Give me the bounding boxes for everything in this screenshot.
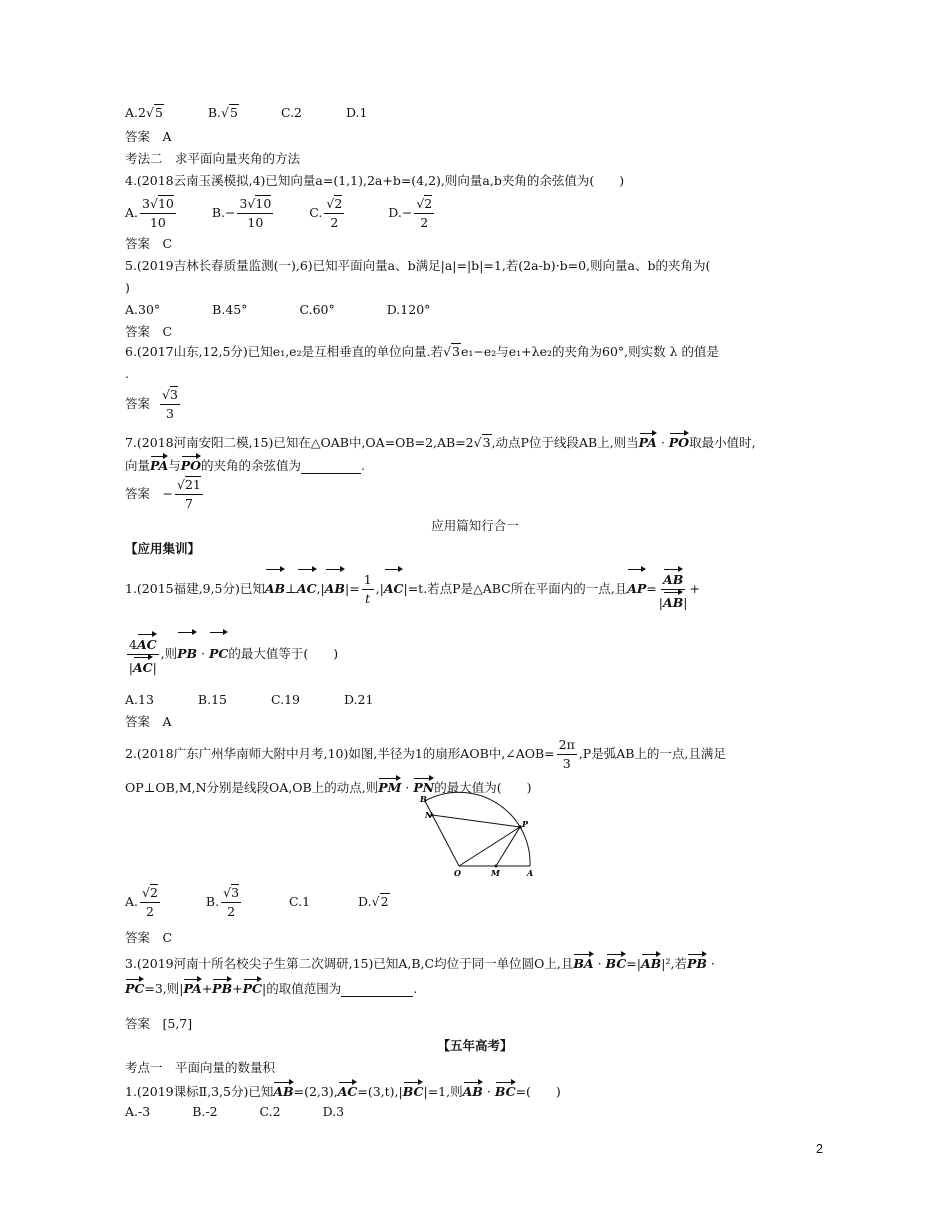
- apply-question-3: 3.(2019河南十所名校尖子生第二次调研,15)已知A,B,C均位于同一单位圆O上,且BA · BC=|AB|²,若PB ·: [125, 952, 715, 972]
- answer-4: 答案 C: [125, 236, 173, 251]
- answer-5: 答案 C: [125, 324, 173, 339]
- segment-op: [459, 827, 520, 866]
- q3-options: A.2√5 B.√5 C.2 D.1: [125, 105, 368, 120]
- answer-3: 答案 A: [125, 129, 172, 144]
- sector-figure: [410, 790, 550, 880]
- q4-options: A. $\frac{3√10}{10}$ B.− $\frac{3√10}{10}$ C. $\frac{√2}{2}$ D.− $\frac{√2}{2}$: [125, 196, 433, 230]
- section-title: 应用篇知行合一: [431, 518, 519, 533]
- apply-answer-1: 答案 A: [125, 714, 172, 729]
- question-6-cont: .: [125, 366, 129, 381]
- label-a: A: [527, 868, 534, 878]
- question-7: 7.(2018河南安阳二模,15)已知在△OAB中,OA=OB=2,AB=2√3,动点P位于线段AB上,则当PA · PO取最小值时,: [125, 431, 756, 451]
- segment-pn: [432, 815, 520, 827]
- sqrt-5: √5: [145, 105, 163, 120]
- apply-question-2-cont: OP⊥OB,M,N分别是线段OA,OB上的动点,则PM · PN的最大值为( ): [125, 776, 531, 796]
- answer-7: 答案 − $\frac{√21}{7}$: [125, 477, 201, 511]
- q5-options: A.30° B.45° C.60° D.120°: [125, 302, 431, 317]
- question-4: 4.(2018云南玉溪模拟,4)已知向量a=(1,1),2a+b=(4,2),则向量a,b夹角的余弦值为( ): [125, 173, 625, 188]
- apply-question-3-cont: PC=3,则|PA+PB+PC|的取值范围为 .: [125, 977, 417, 997]
- question-5: 5.(2019吉林长春质量监测(一),6)已知平面向量a、b满足|a|=|b|=1,若(2a-b)·b=0,则向量a、b的夹角为(: [125, 258, 711, 273]
- label-m: M: [491, 868, 500, 878]
- apply-q2-options: A. $\frac{√2}{2}$ B. $\frac{√3}{2}$ C.1 D.√2: [125, 885, 389, 919]
- option-b: B.: [207, 105, 222, 120]
- page-number: 2: [816, 1142, 823, 1156]
- question-5-cont: ): [125, 280, 130, 295]
- label-p: P: [522, 819, 529, 829]
- label-o: O: [454, 868, 461, 878]
- point-1-heading: 考点一 平面向量的数量积: [125, 1060, 276, 1075]
- apply-question-2: 2.(2018广东广州华南师大附中月考,10)如图,半径为1的扇形AOB中,∠AOB= $\frac{2\pi}{3}$ ,P是弧AB上的一点,且满足: [125, 737, 726, 771]
- five-question-1: 1.(2019课标Ⅱ,3,5分)已知AB=(2,3),AC=(3,t),|BC|=1,则AB · BC=( ): [125, 1080, 561, 1100]
- question-6: 6.(2017山东,12,5分)已知e₁,e₂是互相垂直的单位向量.若√3e₁−e₂与e₁+λe₂的夹角为60°,则实数 λ 的值是: [125, 344, 719, 359]
- five-q1-options: A.-3 B.-2 C.2 D.3: [125, 1104, 345, 1119]
- label-n: N: [425, 810, 433, 820]
- apply-heading: 【应用集训】: [125, 541, 201, 556]
- apply-answer-2: 答案 C: [125, 930, 173, 945]
- answer-6: 答案 $\frac{√3}{3}$: [125, 387, 178, 421]
- option-a: A.2: [125, 105, 146, 120]
- apply-question-1-cont: $\frac{4AC}{|AC|}$ ,则PB · PC的最大值等于( ): [125, 630, 338, 677]
- apply-q1-options: A.13 B.15 C.19 D.21: [125, 692, 374, 707]
- method-heading: 考法二 求平面向量夹角的方法: [125, 151, 301, 166]
- arc-ab: [425, 792, 530, 866]
- option-d: D.1: [345, 105, 368, 120]
- question-7-cont: 向量PA与PO的夹角的余弦值为 .: [125, 454, 365, 474]
- segment-pm: [496, 827, 520, 866]
- five-year-heading: 【五年高考】: [437, 1038, 513, 1053]
- apply-answer-3: 答案 [5,7]: [125, 1016, 193, 1031]
- apply-question-1: 1.(2015福建,9,5分)已知AB⊥AC,|AB|= $\frac{1}{t}$ ,|AC|=t.若点P是△ABC所在平面内的一点,且AP= $\frac{AB}{|AB|}$ +: [125, 567, 700, 612]
- option-c: C.2: [280, 105, 302, 120]
- label-b: B: [420, 794, 427, 804]
